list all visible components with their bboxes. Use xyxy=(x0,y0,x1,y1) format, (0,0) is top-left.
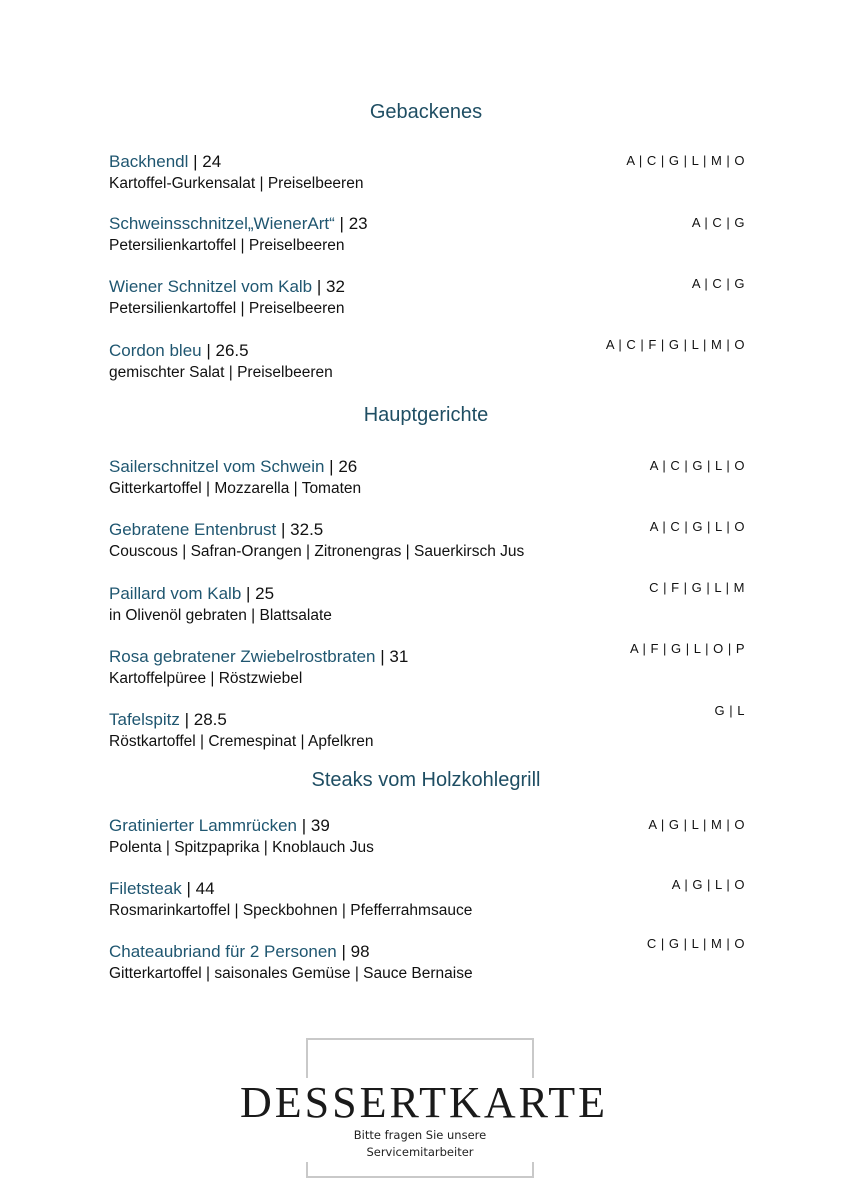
allergen-codes: A | C | G | L | O xyxy=(649,458,745,473)
dessert-title: DESSERTKARTE xyxy=(240,1078,609,1127)
item-name: Tafelspitz xyxy=(109,710,180,729)
price-separator: | xyxy=(193,152,198,171)
menu-item-schweinsschnitzel xyxy=(109,214,749,256)
item-price: 25 xyxy=(255,584,275,603)
item-price: 26 xyxy=(338,457,358,476)
item-price: 24 xyxy=(202,152,222,171)
menu-item-filetsteak xyxy=(109,879,749,921)
allergen-codes: A | C | G | L | O xyxy=(649,519,745,534)
price-separator: | xyxy=(301,816,307,835)
allergen-codes: A | C | F | G | L | M | O xyxy=(605,337,745,352)
item-name: Paillard vom Kalb xyxy=(109,584,242,603)
item-name: Wiener Schnitzel vom Kalb xyxy=(109,277,313,296)
allergen-codes: A | C | G | L | M | O xyxy=(626,153,745,168)
price-separator: | xyxy=(341,942,346,961)
item-price: 26.5 xyxy=(215,341,249,360)
item-name: Gebratene Entenbrust xyxy=(109,520,277,539)
price-separator: | xyxy=(316,277,322,296)
menu-item-tafelspitz xyxy=(109,710,749,752)
item-name: Schweinsschnitzel„WienerArt“ xyxy=(109,214,335,233)
item-description: in Olivenöl gebraten | Blattsalate xyxy=(109,607,332,624)
allergen-codes: A | C | G xyxy=(691,276,745,291)
item-price: 98 xyxy=(350,942,370,961)
item-description: Rosmarinkartoffel | Speckbohnen | Pfefferrahmsauce xyxy=(109,902,473,919)
item-description: Polenta | Spitzpaprika | Knoblauch Jus xyxy=(109,839,374,856)
item-name: Filetsteak xyxy=(109,879,182,898)
item-description: Petersilienkartoffel | Preiselbeeren xyxy=(109,300,345,317)
item-price: 44 xyxy=(195,879,215,898)
allergen-codes: G | L xyxy=(714,703,745,718)
item-name: Gratinierter Lammrücken xyxy=(109,816,298,835)
item-name: Backhendl xyxy=(109,152,189,171)
item-description: Petersilienkartoffel | Preiselbeeren xyxy=(109,237,345,254)
price-separator: | xyxy=(329,457,334,476)
allergen-codes: A | G | L | O xyxy=(671,877,745,892)
item-description: Kartoffel-Gurkensalat | Preiselbeeren xyxy=(109,175,364,192)
price-separator: | xyxy=(246,584,251,603)
item-description: gemischter Salat | Preiselbeeren xyxy=(109,364,333,381)
price-separator: | xyxy=(184,710,190,729)
allergen-codes: A | F | G | L | O | P xyxy=(629,641,745,656)
price-separator: | xyxy=(186,879,191,898)
dessert-subtitle-line2: Servicemitarbeiter xyxy=(366,1145,474,1159)
item-price: 32 xyxy=(326,277,345,296)
item-price: 31 xyxy=(389,647,409,666)
item-description: Couscous | Safran-Orangen | Zitronengras | Sauerkirsch Jus xyxy=(109,543,525,560)
dessert-subtitle xyxy=(240,1127,600,1161)
item-name: Rosa gebratener Zwiebelrostbraten xyxy=(109,647,376,666)
price-separator: | xyxy=(339,214,344,233)
item-price: 28.5 xyxy=(193,710,227,729)
menu-item-wiener-schnitzel xyxy=(109,277,749,319)
section-title-gebackenes: Gebackenes xyxy=(369,101,483,123)
item-description: Gitterkartoffel | saisonales Gemüse | Sauce Bernaise xyxy=(109,965,473,982)
price-separator: | xyxy=(281,520,286,539)
item-name: Cordon bleu xyxy=(109,341,202,360)
dessert-subtitle-line1: Bitte fragen Sie unsere xyxy=(353,1128,487,1142)
price-separator: | xyxy=(206,341,211,360)
section-title-steaks: Steaks vom Holzkohlegrill xyxy=(311,769,541,791)
allergen-codes: A | G | L | M | O xyxy=(648,817,745,832)
item-price: 32.5 xyxy=(290,520,324,539)
item-price: 23 xyxy=(348,214,368,233)
item-description: Kartoffelpüree | Röstzwiebel xyxy=(109,670,303,687)
allergen-codes: C | G | L | M | O xyxy=(646,936,745,951)
price-separator: | xyxy=(380,647,385,666)
item-price: 39 xyxy=(310,816,330,835)
item-description: Gitterkartoffel | Mozzarella | Tomaten xyxy=(109,480,362,497)
section-title-hauptgerichte: Hauptgerichte xyxy=(363,404,489,426)
allergen-codes: C | F | G | L | M xyxy=(649,580,745,595)
item-description: Röstkartoffel | Cremespinat | Apfelkren xyxy=(109,733,374,750)
item-name: Chateaubriand für 2 Personen xyxy=(109,942,337,961)
allergen-codes: A | C | G xyxy=(691,215,745,230)
item-name: Sailerschnitzel vom Schwein xyxy=(109,457,325,476)
